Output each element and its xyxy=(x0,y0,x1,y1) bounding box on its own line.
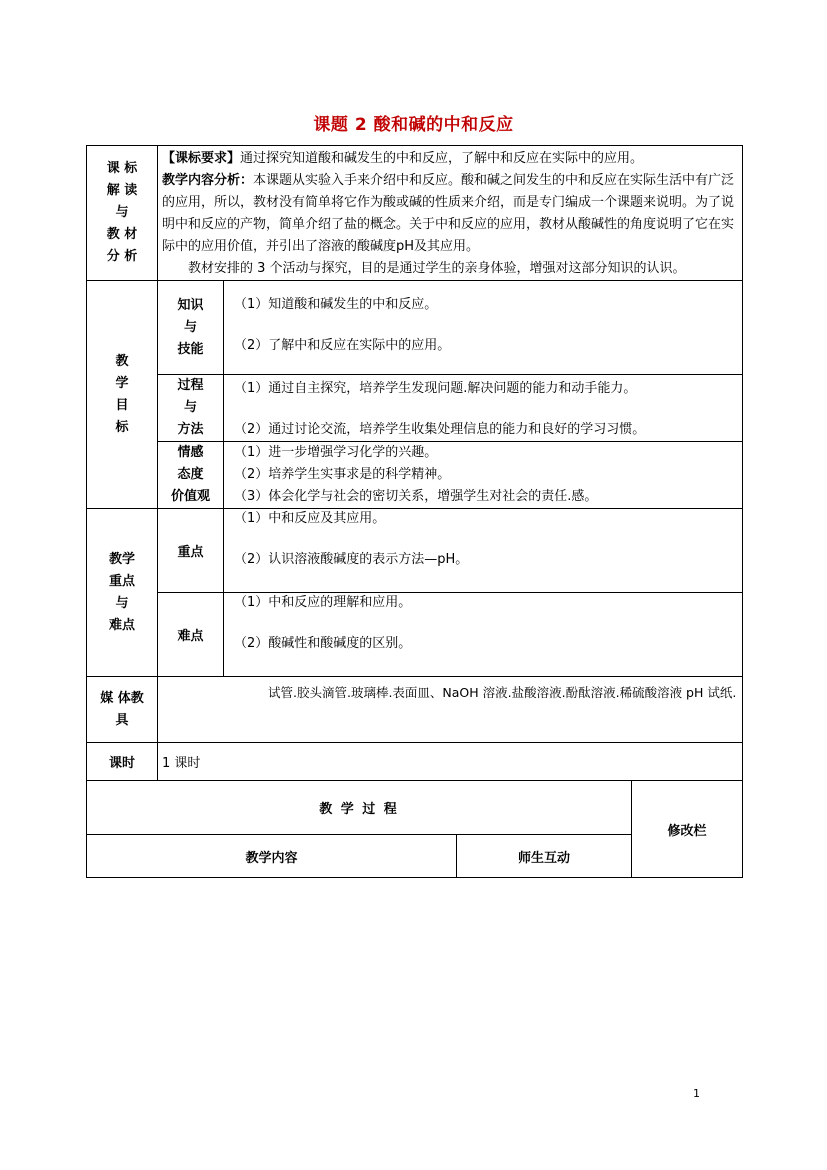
lesson-plan-table xyxy=(86,145,743,878)
difficult-point-row xyxy=(87,593,743,677)
hours-label: 课时 xyxy=(87,743,158,781)
analysis-text: 本课题从实验入手来介绍中和反应。酸和碱之间发生的中和反应在实际生活中有广泛的应用，所以，教材没有简单将它作为酸或碱的性质来介绍，而是专门编成一个课题来说明。为了说明中和反应的产物，简单介绍了盐的概念。关于中和反应的应用，教材从酸碱性的角度说明了它在实际中的应用价值，并引出了溶液的酸碱度pH及其应用。 xyxy=(162,173,735,254)
curriculum-req-label: 【课标要求】 xyxy=(162,151,241,166)
key-point-row xyxy=(87,509,743,593)
media-label: 媒 体教 具 xyxy=(87,677,158,743)
media-content: 试管.胶头滴管.玻璃棒.表面皿、NaOH 溶液.盐酸溶液.酚酞溶液.稀硫酸溶液 pH 试纸. xyxy=(158,677,743,743)
page-number: 1 xyxy=(693,1087,700,1100)
process-label: 过程 与 方法 xyxy=(158,375,224,442)
document-title: 课题 2 酸和碱的中和反应 xyxy=(313,115,514,135)
knowledge-label: 知识 与 技能 xyxy=(158,281,224,375)
revise-column-header: 修改栏 xyxy=(632,781,743,878)
key-content: （1）中和反应及其应用。 （2）认识溶液酸碱度的表示方法—pH。 xyxy=(224,509,743,593)
difficult-content: （1）中和反应的理解和应用。 （2）酸碱性和酸碱度的区别。 xyxy=(224,593,743,677)
attitude-content: （1）进一步增强学习化学的兴趣。 （2）培养学生实事求是的科学精神。 （3）体会化学与社会的密切关系，增强学生对社会的责任.感。 xyxy=(224,442,743,509)
analysis-label: 教学内容分析： xyxy=(162,173,254,188)
activity-text: 教材安排的 3 个活动与探究，目的是通过学生的亲身体验，增强对这部分知识的认识。 xyxy=(188,261,686,276)
knowledge-content: （1）知道酸和碱发生的中和反应。 （2）了解中和反应在实际中的应用。 xyxy=(224,281,743,375)
goal-knowledge-row xyxy=(87,281,743,375)
hours-value: 1 课时 xyxy=(158,743,743,781)
goal-attitude-row xyxy=(87,442,743,509)
content-column-header: 教学内容 xyxy=(87,835,457,878)
key-label: 重点 xyxy=(158,509,224,593)
goal-process-row xyxy=(87,375,743,442)
difficult-label: 难点 xyxy=(158,593,224,677)
process-header-row xyxy=(87,781,743,835)
curriculum-req-text: 通过探究知道酸和碱发生的中和反应，了解中和反应在实际中的应用。 xyxy=(240,151,644,166)
hours-row xyxy=(87,743,743,781)
goals-label: 教 学 目 标 xyxy=(87,281,158,509)
process-header: 教 学 过 程 xyxy=(87,781,632,835)
attitude-label: 情感 态度 价值观 xyxy=(158,442,224,509)
section-curriculum-row xyxy=(87,146,743,281)
curriculum-label: 课 标 解 读 与 教 材 分 析 xyxy=(87,146,158,281)
curriculum-content xyxy=(158,146,743,281)
media-row xyxy=(87,677,743,743)
keypoints-label: 教学 重点 与 难点 xyxy=(87,509,158,677)
process-content: （1）通过自主探究，培养学生发现问题.解决问题的能力和动手能力。 （2）通过讨论交流，培养学生收集处理信息的能力和良好的学习习惯。 xyxy=(224,375,743,442)
interaction-column-header: 师生互动 xyxy=(457,835,632,878)
